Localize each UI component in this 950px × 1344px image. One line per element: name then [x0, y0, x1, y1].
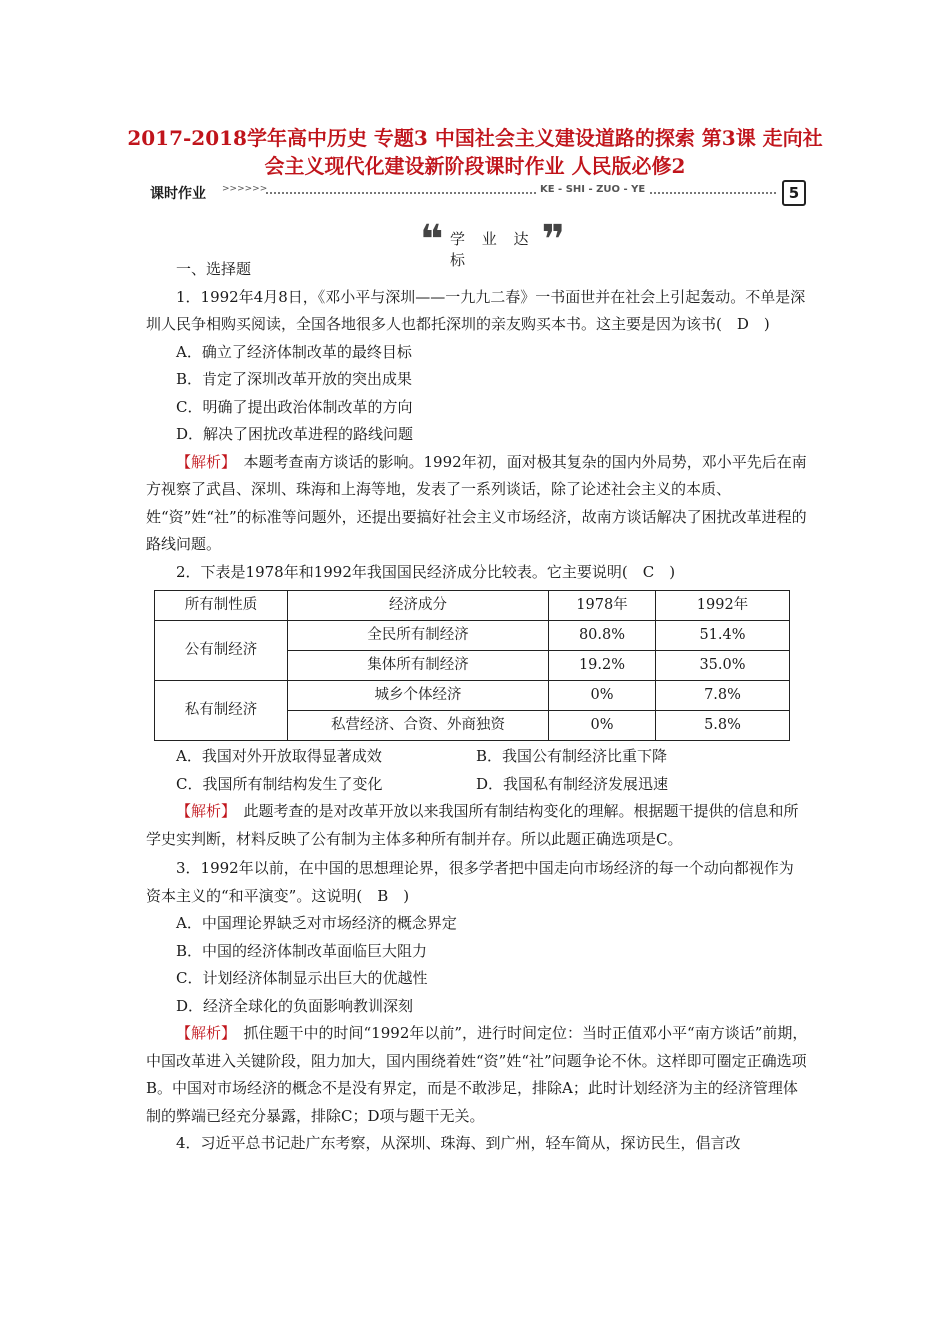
banner-pinyin: KE - SHI - ZUO - YE	[536, 184, 649, 195]
q1-option-d: D．解决了困扰改革进程的路线问题	[176, 425, 414, 443]
close-quote-icon: ❞	[541, 217, 565, 263]
q2-options-row-1	[146, 743, 808, 771]
table-header: 经济成分	[288, 591, 549, 621]
explanation-tag: 【解析】	[176, 452, 229, 471]
banner-label: 课时作业	[150, 186, 206, 202]
q1-option-a: A．确立了经济体制改革的最终目标	[176, 342, 412, 361]
section-heading	[420, 217, 565, 269]
q2-explanation	[146, 798, 808, 853]
table-cell: 19.2%	[549, 651, 656, 681]
table-cell: 35.0%	[656, 651, 790, 681]
homework-banner	[146, 180, 806, 210]
q2-option-d: D．我国私有制经济发展迅速	[476, 774, 669, 793]
table-cell: 私营经济、合资、外商独资	[288, 711, 549, 741]
q3-option-a: A．中国理论界缺乏对市场经济的概念界定	[176, 914, 457, 932]
explanation-tag: 【解析】	[176, 802, 229, 820]
arrows-icon: >>>>>>	[222, 184, 268, 194]
table-header: 1978年	[549, 591, 656, 621]
dotted-divider	[266, 192, 776, 194]
q3-option-b: B．中国的经济体制改革面临巨大阻力	[176, 941, 428, 960]
q1-explanation	[146, 449, 808, 559]
table-cell: 7.8%	[656, 681, 790, 711]
table-group-cell: 私有制经济	[155, 681, 288, 741]
table-header-row	[155, 591, 790, 621]
table-row	[155, 681, 790, 711]
q2-options-row-2	[146, 771, 808, 799]
explanation-tag: 【解析】	[176, 1024, 229, 1042]
question-1-stem: 1．1992年4月8日，《邓小平与深圳——一九九二春》一书面世并在社会上引起轰动。不单是深圳人民争相购买阅读，全国各地很多人也都托深圳的亲友购买本书。这主要是因为该书( D )	[146, 287, 806, 333]
q1-option-b: B．肯定了深圳改革开放的突出成果	[176, 370, 413, 388]
table-group-cell: 公有制经济	[155, 621, 288, 681]
banner-number-badge: 5	[782, 180, 806, 206]
economy-comparison-table	[154, 590, 790, 741]
explanation-text: 抓住题干中的时间“1992年以前”，进行时间定位：当时正值邓小平“南方谈话”前期，中国改革进入关键阶段，阻力加大，国内围绕着姓“资”姓“社”问题争论不休。这样即可圈定正确选项B。中国对市场经济的概念不是没有界定，而是不敢涉足，排除A；此时计划经济为主的经济管理体制的弊端已经充分暴露，排除C；D项与题干无关。	[146, 1024, 808, 1125]
q2-option-c: C．我国所有制结构发生了变化	[176, 774, 383, 793]
explanation-text: 此题考查的是对改革开放以来我国所有制结构变化的理解。根据题干提供的信息和所学史实判断，材料反映了公有制为主体多种所有制并存。所以此题正确选项是C。	[146, 802, 799, 848]
q3-option-c: C．计划经济体制显示出巨大的优越性	[176, 969, 428, 987]
table-cell: 5.8%	[656, 711, 790, 741]
q2-option-a: A．我国对外开放取得显著成效	[176, 747, 382, 765]
table-cell: 0%	[549, 681, 656, 711]
q2-option-b: B．我国公有制经济比重下降	[476, 747, 668, 765]
table-cell: 0%	[549, 711, 656, 741]
document-title: 2017-2018学年高中历史 专题3 中国社会主义建设道路的探索 第3课 走向社会主义现代化建设新阶段课时作业 人民版必修2	[127, 126, 823, 178]
table-header: 1992年	[656, 591, 790, 621]
q3-explanation	[146, 1020, 808, 1130]
table-cell: 城乡个体经济	[288, 681, 549, 711]
open-quote-icon: ❝	[420, 217, 444, 263]
table-cell: 集体所有制经济	[288, 651, 549, 681]
question-4-stem: 4．习近平总书记赴广东考察，从深圳、珠海、到广州，轻车简从，探访民生，倡言改	[176, 1134, 741, 1152]
heading-choice-questions: 一、选择题	[176, 260, 252, 278]
table-row	[155, 621, 790, 651]
q3-option-d: D．经济全球化的负面影响教训深刻	[176, 996, 414, 1015]
table-cell: 80.8%	[549, 621, 656, 651]
question-content	[146, 256, 808, 1158]
table-cell: 全民所有制经济	[288, 621, 549, 651]
section-title: 学 业 达 标	[450, 230, 535, 269]
question-2-stem: 2．下表是1978年和1992年我国国民经济成分比较表。它主要说明( C )	[176, 562, 676, 581]
q1-option-c: C．明确了提出政治体制改革的方向	[176, 397, 413, 416]
table-cell: 51.4%	[656, 621, 790, 651]
explanation-text: 本题考查南方谈话的影响。1992年初，面对极其复杂的国内外局势，邓小平先后在南方视察了武昌、深圳、珠海和上海等地，发表了一系列谈话，除了论述社会主义的本质、姓“资”姓“社”的标准等问题外，还提出要搞好社会主义市场经济，故南方谈话解决了困扰改革进程的路线问题。	[146, 452, 807, 553]
question-3-stem: 3．1992年以前，在中国的思想理论界，很多学者把中国走向市场经济的每一个动向都视作为资本主义的“和平演变”。这说明( B )	[146, 859, 794, 905]
table-header: 所有制性质	[155, 591, 288, 621]
